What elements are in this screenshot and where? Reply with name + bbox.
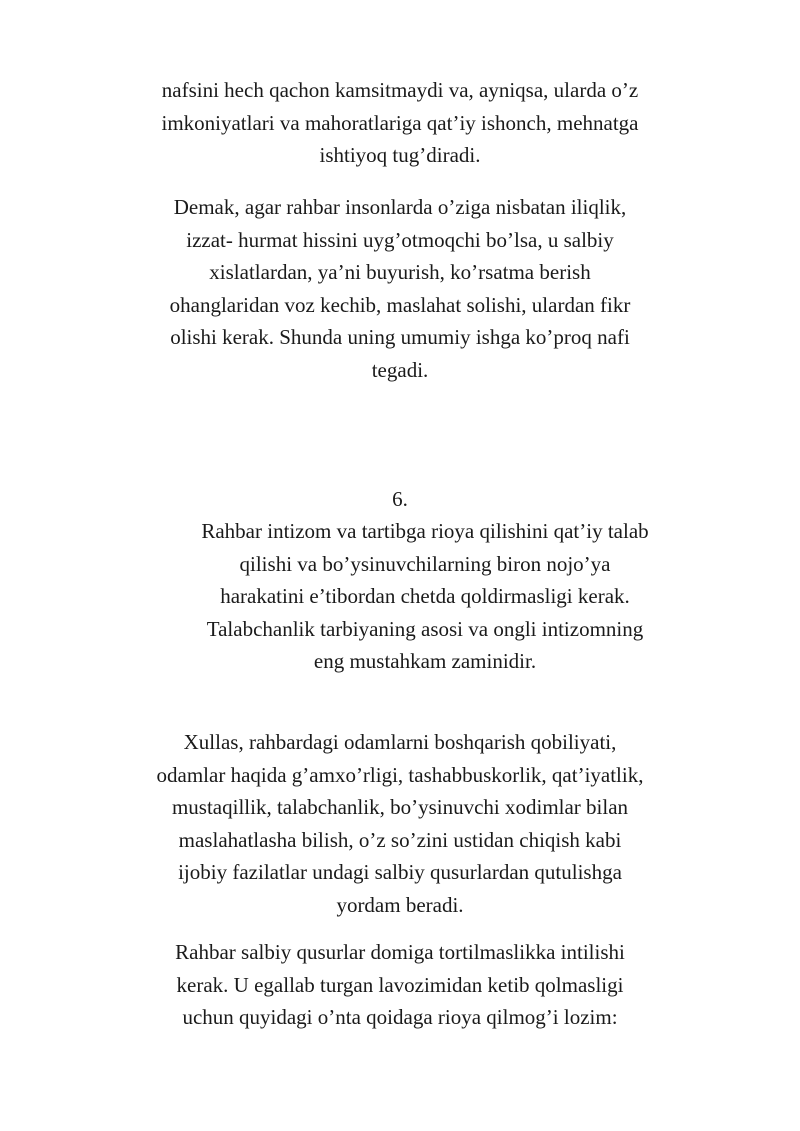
text-line: ohanglaridan voz kechib, maslahat solishi, ulardan fikr (169, 292, 631, 317)
text-line: yordam beradi. (336, 892, 464, 917)
text-line: Talabchanlik tarbiyaning asosi va ongli intizomning (206, 616, 644, 641)
paragraph-3 (140, 515, 710, 678)
paragraph-4 (100, 726, 700, 921)
text-line: Xullas, rahbardagi odamlarni boshqarish qobiliyati, (183, 730, 617, 754)
text-line: qilishi va bo’ysinuvchilarning biron nojo’ya (239, 551, 611, 576)
text-line: odamlar haqida g’amxo’rligi, tashabbuskorlik, qat’iyatlik, (156, 762, 644, 787)
paragraph-1 (100, 74, 700, 172)
text-line: maslahatlasha bilish, o’z so’zini ustidan chiqish kabi (178, 827, 622, 852)
text-line: eng mustahkam zaminidir. (313, 649, 537, 673)
text-line: izzat- hurmat hissini uyg’otmoqchi bo’lsa, u salbiy (186, 227, 614, 252)
text-line: Rahbar intizom va tartibga rioya qilishini qat’iy talab (201, 519, 649, 543)
list-item-number: 6. (392, 487, 408, 511)
paragraph-2 (100, 191, 700, 386)
text-line: mustaqillik, talabchanlik, bo’ysinuvchi xodimlar bilan (171, 795, 629, 819)
text-line: Rahbar salbiy qusurlar domiga tortilmaslikka intilishi (175, 940, 625, 964)
text-line: harakatini e’tibordan chetda qoldirmasligi kerak. (220, 584, 630, 608)
text-line: xislatlardan, ya’ni buyurish, ko’rsatma berish (209, 260, 591, 284)
paragraph-5 (100, 936, 700, 1034)
text-line: Demak, agar rahbar insonlarda o’ziga nisbatan iliqlik, (173, 195, 627, 219)
text-line: ishtiyoq tug’diradi. (319, 143, 481, 167)
text-line: kerak. U egallab turgan lavozimidan ketib qolmasligi (176, 972, 624, 997)
text-line: nafsini hech qachon kamsitmaydi va, ayniqsa, ularda o’z (161, 78, 639, 102)
text-line: ijobiy fazilatlar undagi salbiy qusurlardan qutulishga (178, 860, 622, 884)
text-line: tegadi. (371, 357, 429, 382)
text-line: imkoniyatlari va mahoratlariga qat’iy ishonch, mehnatga (161, 110, 639, 135)
text-line: olishi kerak. Shunda uning umumiy ishga ko’proq nafi (170, 325, 630, 349)
text-line: uchun quyidagi o’nta qoidaga rioya qilmog’i lozim: (182, 1005, 618, 1029)
